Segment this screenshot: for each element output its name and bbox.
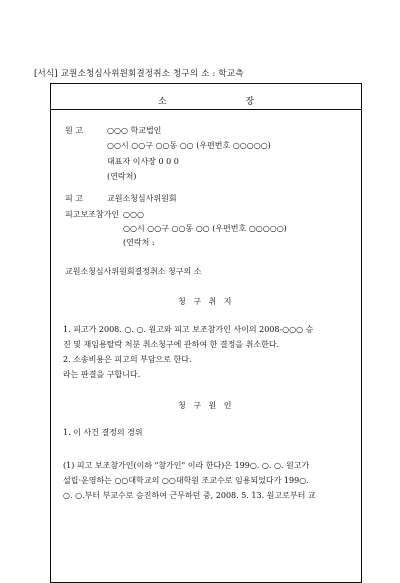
intervenor-label: 피고보조참가인 [65,210,120,219]
claim-heading: 청 구 취 지 [177,297,235,306]
plaintiff-name: ○○○ 학교법인 [107,126,162,135]
plaintiff-representative: 대표자 이사장 0 0 0 [107,157,179,166]
body-line: 설립·운영하는 ○○대학교의 ○○대학원 조교수로 임용되었다가 199○. [63,476,309,485]
defendant-label: 피 고 [65,194,83,203]
document-frame [50,83,362,583]
defendant-name: 교원소청심사위원회 [107,194,177,203]
defendant-address: ○○시 ○○구 ○○동 ○○ (우편번호 ○○○○○) [123,224,287,233]
section-heading: 1. 이 사건 결정의 경위 [63,428,143,437]
defendant-contact: (연락처 : [123,238,155,247]
claim-line: 1. 피고가 2008. ○. ○. 원고와 피고 보조참가인 사이의 2008-○○○ 승 [63,325,314,334]
plaintiff-label: 원 고 [65,126,83,135]
claim-line: 2. 소송비용은 피고의 부담으로 한다. [63,355,192,364]
body-line: (1) 피고 보조참가인(이하 "참가인" 이라 한다)은 199○. ○. ○. 원고가 [63,461,310,470]
plaintiff-contact: (연락처) [107,172,137,181]
body-line: ○. ○.부터 부교수로 승진하여 근무하던 중, 2008. 5. 13. 원고로부터 교 [63,491,316,500]
claim-line: 라는 판결을 구합니다. [63,370,141,379]
cause-heading: 청 구 원 인 [177,401,235,410]
title-divider [51,109,361,110]
document-title: 소 장 [157,97,293,107]
claim-line: 진 및 재임용탈락 처분 취소청구에 관하여 한 결정을 취소한다. [63,340,280,349]
intervenor-name: ○○○ [123,210,144,219]
form-caption: [서식] 교원소청심사위원회결정취소 청구의 소 : 학교측 [34,69,244,79]
plaintiff-address: ○○시 ○○구 ○○동 ○○ (우편번호 ○○○○○) [107,141,271,150]
case-name: 교원소청심사위원회결정취소 청구의 소 [65,267,202,276]
